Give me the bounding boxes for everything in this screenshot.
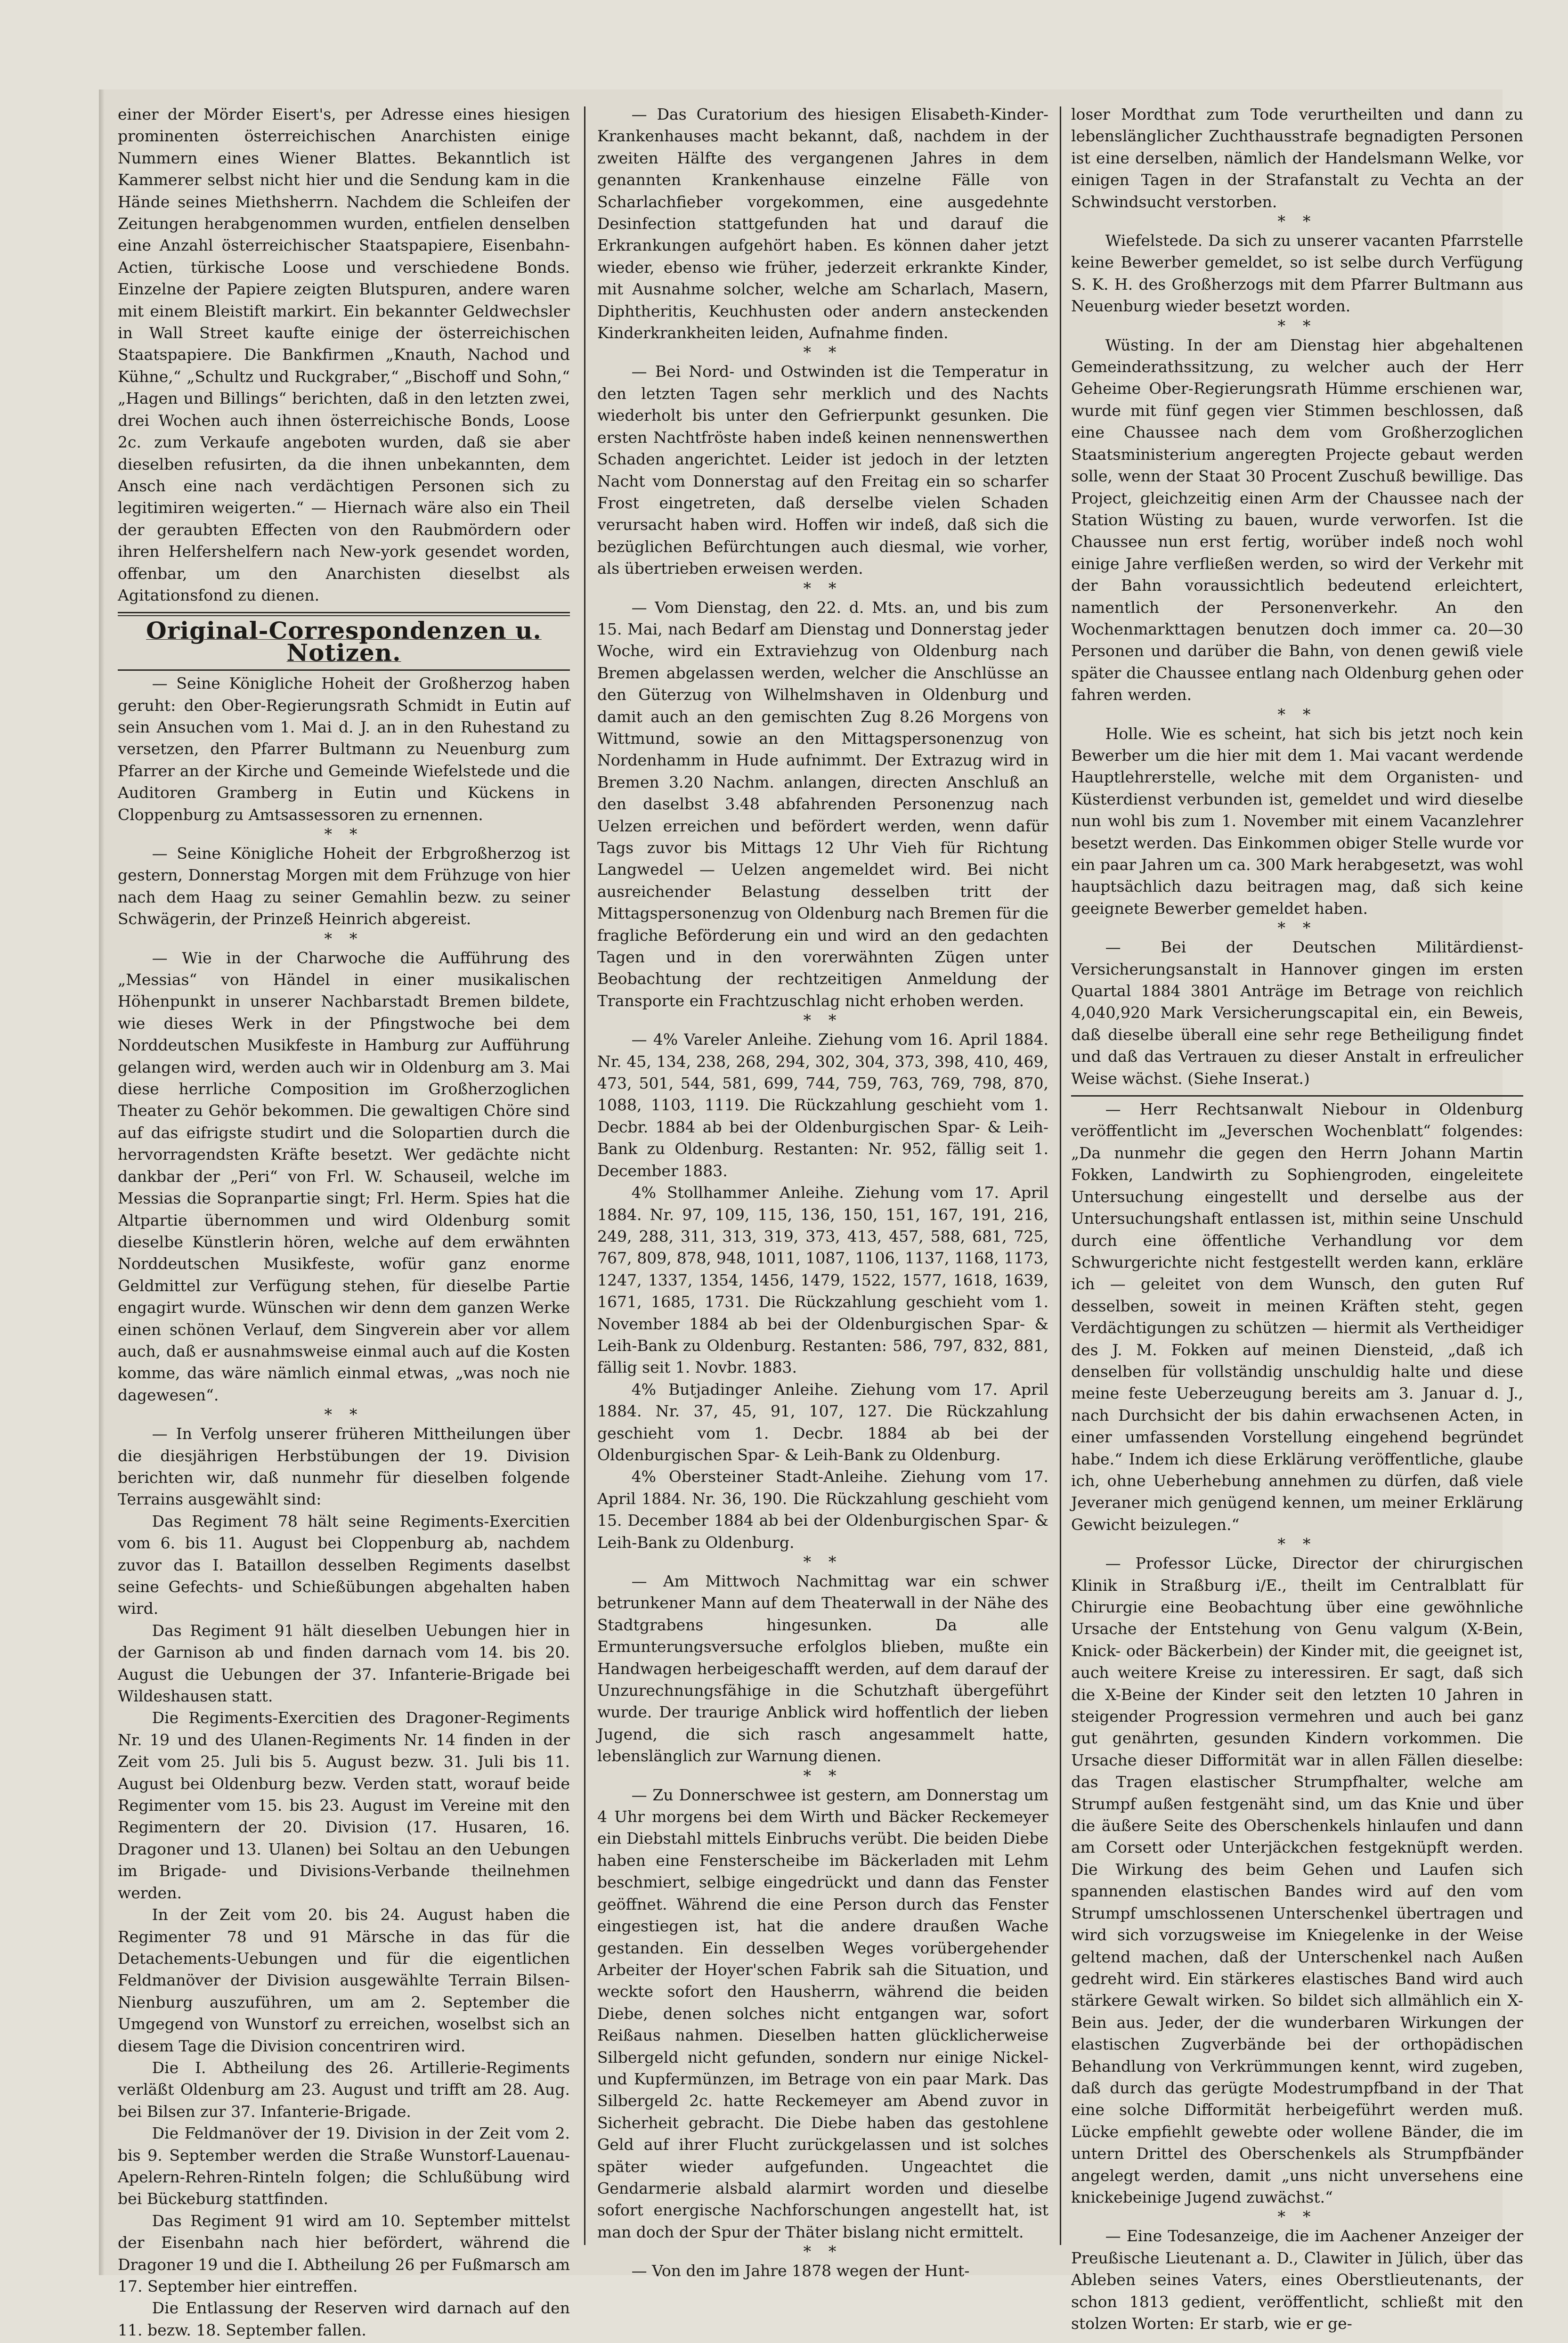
section-title: Original-Correspondenzen u. Notizen.: [146, 617, 542, 667]
separator-stars: * *: [803, 1553, 843, 1571]
newspaper-page: [99, 89, 1523, 2339]
article-text: Die Feldmanöver der 19. Division in der Zeit vom 2. bis 9. September werden die Straße Wunstorf-Lauenau-Apelern-Rehren-Rinteln folgen; die Schlußübung wird bei Bückeburg stattfinden.: [118, 2124, 570, 2208]
article-text: Das Regiment 91 wird am 10. September mittelst der Eisenbahn nach hier befördert, während die Dragoner 19 und die I. Abtheilung 26 per Fußmarsch am 17. September hier eintreffen.: [118, 2211, 570, 2295]
separator-stars: * *: [324, 825, 364, 843]
column-rule: [584, 106, 585, 2245]
separator-stars: * *: [803, 1766, 843, 1785]
article-text: — Seine Königliche Hoheit der Erbgroßherzog ist gestern, Donnerstag Morgen mit dem Frühzuge von hier nach dem Haag zu seiner Gemahlin bezw. zu seiner Schwägerin, der Prinzeß Heinrich abgereist.: [118, 844, 570, 928]
article-text: Die Entlassung der Reserven wird darnach auf den 11. bezw. 18. September fallen.: [118, 2299, 570, 2339]
article-text: In der Zeit vom 20. bis 24. August haben die Regimenter 78 und 91 Märsche in das für die Detachements-Uebungen und für die eigentlichen Feldmanöver der Division ausgewählte Terrain Bilsen-Nienburg auszuführen, um am 2. September die Umgegend von Wunstorf zu erreichen, woselbst sich an diesem Tage die Division concentriren wird.: [118, 1905, 570, 2055]
separator-stars: * *: [324, 1405, 364, 1424]
article-text: — Bei der Deutschen Militärdienst-Versicherungsanstalt in Hannover gingen im ersten Quartal 1884 3801 Anträge im Betrage von reichlich 4,040,920 Mark Versicherungscapital ein, ein Beweis, daß dieselbe überall eine sehr rege Betheiligung findet und daß das Vertrauen zu dieser Anstalt in erfreulicher Weise wächst. (Siehe Inserat.): [1071, 938, 1523, 1088]
article-text: 4% Obersteiner Stadt-Anleihe. Ziehung vom 17. April 1884. Nr. 36, 190. Die Rückzahlung geschieht vom 15. December 1884 ab bei der Oldenburgischen Spar- & Leih-Bank zu Oldenburg.: [597, 1467, 1048, 1552]
separator-stars: * *: [1277, 212, 1317, 231]
article-text: 4% Stollhammer Anleihe. Ziehung vom 17. April 1884. Nr. 97, 109, 115, 136, 150, 151, 167, 191, 216, 249, 288, 311, 313, 319, 373, 413, 457, 588, 681, 725, 767, 809, 878, 948, 1011, 1087, 1106, 1137, 1168, 1173, 1247, 1337, 1354, 1456, 1479, 1522, 1577, 1618, 1639, 1671, 1685, 1731. Die Rückzahlung geschieht vom 1. November 1884 ab bei der Oldenburgischen Spar- & Leih-Bank zu Oldenburg. Restanten: 586, 797, 832, 881, fällig seit 1. Novbr. 1883.: [597, 1183, 1048, 1377]
article-text: Die Regiments-Exercitien des Dragoner-Regiments Nr. 19 und des Ulanen-Regiments Nr. 14 finden in der Zeit vom 25. Juli bis 5. August bezw. 31. Juli bis 11. August bei Oldenburg bezw. Verden statt, worauf beide Regimenter vom 15. bis 23. August im Vereine mit den Regimentern der 20. Division (17. Husaren, 16. Dragoner und 13. Ulanen) bei Soltau an den Uebungen im Brigade- und Divisions-Verbande theilnehmen werden.: [118, 1708, 570, 1902]
article-text: 4% Butjadinger Anleihe. Ziehung vom 17. April 1884. Nr. 37, 45, 91, 107, 127. Die Rückzahlung geschieht vom 1. Decbr. 1884 ab bei der Oldenburgischen Spar- & Leih-Bank zu Oldenburg.: [597, 1380, 1048, 1464]
article-text: — 4% Vareler Anleihe. Ziehung vom 16. April 1884. Nr. 45, 134, 238, 268, 294, 302, 304, 373, 398, 410, 469, 473, 501, 544, 581, 699, 744, 759, 763, 769, 798, 870, 1088, 1103, 1119. Die Rückzahlung geschieht vom 1. Decbr. 1884 ab bei der Oldenburgischen Spar- & Leih-Bank zu Oldenburg. Restanten: Nr. 952, fällig seit 1. December 1883.: [597, 1030, 1048, 1180]
separator-stars: * *: [1277, 919, 1317, 937]
article-text: einer der Mörder Eisert's, per Adresse eines hiesigen prominenten österreichischen Anarchisten einige Nummern eines Wiener Blattes. Bekanntlich ist Kammerer selbst nicht hier und die Sendung kam in die Hände seines Miethsherrn. Nachdem die Schleifen der Zeitungen herabgenommen wurden, entfielen denselben eine Anzahl österreichischer Staatspapiere, Eisenbahn-Actien, türkische Loose und verschiedene Bonds. Einzelne der Papiere zeigten Blutspuren, andere waren mit einem Bleistift markirt. Ein bekannter Geldwechsler in Wall Street kaufte einige der österreichischen Staatspapiere. Die Bankfirmen „Knauth, Nachod und Kühne,“ „Schultz und Ruckgraber,“ „Bischoff und Sohn,“ „Hagen und Billings“ berichten, daß in den letzten zwei, drei Wochen auch ihnen österreichische Bonds, Loose 2c. zum Verkaufe angeboten wurden, daß sie aber dieselben refusirten, da die ihnen unbekannten, dem Ansch eine nach verdächtigen Personen sich zu legitimiren weigerten.“ — Hiernach wäre also ein Theil der geraubten Effecten von den Raubmördern oder ihren Helfershelfern nach New-york gesendet worden, offenbar, um den Anarchisten dieselbst als Agitationsfond zu dienen.: [118, 105, 570, 604]
separator-stars: * *: [803, 343, 843, 362]
column-left: [118, 104, 570, 2339]
separator-stars: * *: [803, 578, 843, 597]
separator-stars: * *: [1277, 1535, 1317, 1554]
page-gutter-shadow: [99, 89, 105, 2275]
article-text: — Von den im Jahre 1878 wegen der Hunt-: [631, 2262, 970, 2280]
article-text: Wiefelstede. Da sich zu unserer vacanten Pfarrstelle keine Bewerber gemeldet, so ist selbe durch Verfügung S. K. H. des Großherzogs mit dem Pfarrer Bultmann aus Neuenburg wieder besetzt worden.: [1071, 231, 1523, 316]
separator-stars: * *: [1277, 705, 1317, 724]
article-text: — Am Mittwoch Nachmittag war ein schwer betrunkener Mann auf dem Theaterwall in der Nähe des Stadtgrabens hingesunken. Da alle Ermunterungsversuche erfolglos blieben, mußte ein Handwagen herbeigeschafft werden, auf dem darauf der Unzurechnungsfähige in die Schutzhaft übergeführt wurde. Der traurige Anblick wird hoffentlich der lieben Jugend, die sich rasch angesammelt hatte, lebenslänglich zur Warnung dienen.: [597, 1572, 1048, 1765]
section-divider: [1071, 1095, 1523, 1097]
separator-stars: * *: [1277, 2207, 1317, 2226]
column-middle: [597, 104, 1048, 2280]
column-rule: [1060, 106, 1061, 2245]
article-text: — Seine Königliche Hoheit der Großherzog haben geruht: den Ober-Regierungsrath Schmidt in Eutin auf sein Ansuchen vom 1. Mai d. J. an in den Ruhestand zu versetzen, den Pfarrer Bultmann zu Neuenburg zum Pfarrer an der Kirche und Gemeinde Wiefelstede und die Auditoren Gramberg in Eutin und Kückens in Cloppenburg zu Amtsassessoren zu ernennen.: [118, 674, 570, 824]
article-text: — Professor Lücke, Director der chirurgischen Klinik in Straßburg i/E., theilt im Centralblatt für Chirurgie eine Beobachtung über eine gewöhnliche Ursache der Entstehung von Genu valgum (X-Bein, Knick- oder Bäckerbein) der Kinder mit, die geeignet ist, auch weitere Kreise zu interessiren. Er sagt, daß sich die X-Beine der Kinder seit den letzten 10 Jahren in steigender Progression vermehren und auch bei ganz gut genährten, gesunden Kindern vorkommen. Die Ursache dieser Difformität war in allen Fällen dieselbe: das Tragen elastischer Strumpfhalter, welche am Strumpf außen festgenäht sind, um das Knie und über die äußere Seite des Oberschenkels hinlaufen und dann am Corsett oder Unterjäckchen festgeknüpft werden. Die Wirkung des beim Gehen und Laufen sich spannenden elastischen Bandes wird auf den vom Strumpf umschlossenen Unterschenkel übertragen und wird sich vorzugsweise im Kniegelenke in der Weise geltend machen, daß der Unterschenkel nach Außen gedreht wird. Ein stärkeres elastisches Band wird auch stärkere Gewalt wirken. So bildet sich allmählich ein X-Bein aus. Jeder, der die wunderbaren Wirkungen der elastischen Zugverbände bei der orthopädischen Behandlung von Verkrümmungen kennt, wird zugeben, daß durch das gerügte Modestrumpfband in der That eine solche Difformität herbeigeführt werden muß. Lücke empfiehlt gewebte oder wollene Bänder, die im untern Drittel des Oberschenkels als Strumpfbänder angelegt werden, damit „uns nicht unversehens eine knickebeinige Jugend zuwächst.“: [1071, 1554, 1523, 2206]
article-text: Wüsting. In der am Dienstag hier abgehaltenen Gemeinderathssitzung, zu welcher auch der Herr Geheime Ober-Regierungsrath Hümme erschienen war, wurde mit fünf gegen vier Stimmen beschlossen, daß eine Chaussee nach dem vom Großherzoglichen Staatsministerium angeregten Projecte gebaut werden solle, wenn der Staat 30 Procent Zuschuß bewillige. Das Project, gleichzeitig einen Arm der Chaussee nach der Station Wüsting zu bauen, wurde verworfen. Ist die Chaussee nun erst fertig, worüber indeß noch wohl einige Jahre verfließen werden, so wird der Verkehr mit der Bahn voraussichtlich bedeutend erleichtert, namentlich der Personenverkehr. An den Wochenmarkttagen benutzen doch immer ca. 20—30 Personen und darüber die Bahn, von denen gewiß viele später die Chaussee entlang nach Oldenburg gehen oder fahren werden.: [1071, 335, 1523, 704]
article-text: — Zu Donnerschwee ist gestern, am Donnerstag um 4 Uhr morgens bei dem Wirth und Bäcker Reckemeyer ein Diebstahl mittels Einbruchs verübt. Die beiden Diebe haben eine Fensterscheibe im Bäckerladen mit Lehm beschmiert, selbige eingedrückt und dann das Fenster geöffnet. Während die eine Person durch das Fenster eingestiegen ist, hat die andere draußen Wache gestanden. Ein desselben Weges vorübergehender Arbeiter der Hoyer'schen Fabrik sah die Situation, und weckte sofort den Hausherrn, während die beiden Diebe, denen solches nicht entgangen war, sofort Reißaus nahmen. Dieselben hatten glücklicherweise Silbergeld nicht gefunden, sondern nur einige Nickel- und Kupfermünzen, im Betrage von ein paar Mark. Das Silbergeld 2c. hatte Reckemeyer am Abend zuvor in Sicherheit gebracht. Die Diebe haben das gestohlene Geld auf ihrer Flucht zurückgelassen und ist solches später wieder aufgefunden. Ungeachtet die Gendarmerie alsbald alarmirt worden und dieselbe sofort energische Nachforschungen angestellt hat, ist man doch der Spur der Thäter bislang nicht ermittelt.: [597, 1785, 1048, 2241]
article-text: Holle. Wie es scheint, hat sich bis jetzt noch kein Bewerber um die hier mit dem 1. Mai vacant werdende Hauptlehrerstelle, welche mit dem Organisten- und Küsterdienst verbunden ist, gemeldet und wird dieselbe nun wohl bis zum 1. November mit einem Vacanzlehrer besetzt werden. Das Einkommen obiger Stelle wurde vor ein paar Jahren um ca. 300 Mark herabgesetzt, was wohl hauptsächlich dazu beitragen mag, daß sich keine geeignete Bewerber gemeldet haben.: [1071, 724, 1523, 918]
separator-stars: * *: [803, 1011, 843, 1030]
article-text: Das Regiment 91 hält dieselben Uebungen hier in der Garnison ab und finden darnach vom 14. bis 20. August die Uebungen der 37. Infanterie-Brigade bei Wildeshausen statt.: [118, 1621, 570, 1706]
section-divider: [118, 669, 570, 671]
article-text: Das Regiment 78 hält seine Regiments-Exercitien vom 6. bis 11. August bei Cloppenburg ab, nachdem zuvor das I. Bataillon desselben Regiments daselbst seine Gefechts- und Schießübungen abgehalten haben wird.: [118, 1512, 570, 1618]
article-text: Die I. Abtheilung des 26. Artillerie-Regiments verläßt Oldenburg am 23. August und trifft am 28. Aug. bei Bilsen zur 37. Infanterie-Brigade.: [118, 2058, 570, 2121]
article-text: — Bei Nord- und Ostwinden ist die Temperatur in den letzten Tagen sehr merklich und des Nachts wiederholt bis unter den Gefrierpunkt gesunken. Die ersten Nachtfröste haben indeß keinen nennenswerthen Schaden angerichtet. Leider ist jedoch in der letzten Nacht vom Donnerstag auf den Freitag ein so scharfer Frost eingetreten, daß derselbe vielen Schaden verursacht haben wird. Hoffen wir indeß, daß sich die bezüglichen Befürchtungen auch diesmal, wie vorher, als übertrieben erweisen werden.: [597, 362, 1048, 578]
article-text: — Das Curatorium des hiesigen Elisabeth-Kinder-Krankenhauses macht bekannt, daß, nachdem in der zweiten Hälfte des vergangenen Jahres in dem genannten Krankenhause einzelne Fälle von Scharlachfieber vorgekommen, eine ausgedehnte Desinfection stattgefunden hat und darauf die Erkrankungen aufgehört haben. Es können daher jetzt wieder, ebenso wie früher, jederzeit erkrankte Kinder, mit Ausnahme solcher, welche am Scharlach, Masern, Diphtheritis, Keuchhusten oder andern ansteckenden Kinderkrankheiten leiden, Aufnahme finden.: [597, 105, 1048, 342]
article-text: — Herr Rechtsanwalt Niebour in Oldenburg veröffentlicht im „Jeverschen Wochenblatt“ folgendes: „Da nunmehr die gegen den Herrn Johann Martin Fokken, Landwirth zu Sophiengroden, eingeleitete Untersuchung eingestellt und derselbe aus der Untersuchungshaft entlassen ist, mithin seine Unschuld durch eine öffentliche Verhandlung vor dem Schwurgerichte nicht festgestellt werden kann, erkläre ich — geleitet von dem Wunsch, den guten Ruf desselben, soweit in meinen Kräften steht, gegen Verdächtigungen zu schützen — hiermit als Vertheidiger des J. M. Fokken auf meinen Diensteid, „daß ich denselben für vollständig unschuldig halte und diese meine feste Ueberzeugung bereits am 3. Januar d. J., nach Durchsicht der bis dahin erwachsenen Acten, in einer umfassenden Vorstellung eingehend begründet habe.“ Indem ich diese Erklärung veröffentliche, glaube ich, ohne Ueberhebung annehmen zu dürfen, daß viele Jeveraner mich genügend kennen, um meiner Erklärung Gewicht beizulegen.“: [1071, 1100, 1523, 1534]
article-text: — Vom Dienstag, den 22. d. Mts. an, und bis zum 15. Mai, nach Bedarf am Dienstag und Donnerstag jeder Woche, wird ein Extraviehzug von Oldenburg nach Bremen abgelassen werden, welcher die Anschlüsse an den Güterzug von Wilhelmshaven in Oldenburg und damit auch an den gemischten Zug 8.26 Morgens von Wittmund, sowie an den Mittagspersonenzug von Nordenhamm in Hude aufnimmt. Der Extrazug wird in Bremen 3.20 Nachm. anlangen, directen Anschluß an den daselbst 3.48 abfahrenden Personenzug nach Uelzen erreichen und befördert werden, wenn dafür Tags zuvor bis Mittags 12 Uhr Vieh für Richtung Langwedel — Uelzen angemeldet wird. Bei nicht ausreichender Belastung desselben tritt der Mittagspersonenzug von Oldenburg nach Bremen für die fragliche Beförderung ein und wird an den gedachten Tagen und in den vorerwähnten Zügen unter Beobachtung der rechtzeitigen Anmeldung der Transporte ein Frachtzuschlag nicht erhoben werden.: [597, 598, 1048, 1010]
separator-stars: * *: [803, 2242, 843, 2261]
article-text: — Eine Todesanzeige, die im Aachener Anzeiger der Preußische Lieutenant a. D., Clawiter in Jülich, über das Ableben seines Vaters, eines Oberstlieutenants, der schon 1813 gedient, veröffentlicht, schließt mit den stolzen Worten: Er starb, wie er ge-: [1071, 2227, 1523, 2333]
column-right: [1071, 104, 1523, 2333]
article-text: — Wie in der Charwoche die Aufführung des „Messias“ von Händel in einer musikalischen Höhenpunkt in unserer Nachbarstadt Bremen bildete, wie dieses Werk in der Pfingstwoche bei dem Norddeutschen Musikfeste in Hamburg zur Aufführung gelangen wird, werden auch wir in Oldenburg am 3. Mai diese herrliche Composition im Großherzoglichen Theater zu Gehör bekommen. Die gewaltigen Chöre sind auf das eifrigste studirt und die Solopartien durch die hervorragendsten Kräfte besetzt. Wer gedächte nicht dankbar der „Peri“ von Frl. W. Schauseil, welche im Messias die Sopranpartie singt; Frl. Herm. Spies hat die Altpartie übernommen und wird Oldenburg somit dieselbe Künstlerin hören, welche auf dem erwähnten Norddeutschen Musikfeste, wofür ganz enorme Geldmittel zur Verfügung stehen, für dieselbe Partie engagirt wurde. Wünschen wir denn dem ganzen Werke einen schönen Verlauf, dem Singverein aber vor allem auch, daß er ausnahmsweise einmal auch auf die Kosten komme, das wäre nämlich einmal etwas, „was noch nie dagewesen“.: [118, 948, 570, 1404]
article-text: — In Verfolg unserer früheren Mittheilungen über die diesjährigen Herbstübungen der 19. Division berichten wir, daß nunmehr für dieselben folgende Terrains ausgewählt sind:: [118, 1424, 570, 1509]
section-divider: [118, 612, 570, 616]
separator-stars: * *: [1277, 316, 1317, 335]
article-text: loser Mordthat zum Tode verurtheilten und dann zu lebenslänglicher Zuchthausstrafe begnadigten Personen ist eine derselben, nämlich der Handelsmann Welke, vor einigen Tagen in der Strafanstalt zu Vechta an der Schwindsucht verstorben.: [1071, 105, 1523, 211]
separator-stars: * *: [324, 929, 364, 948]
